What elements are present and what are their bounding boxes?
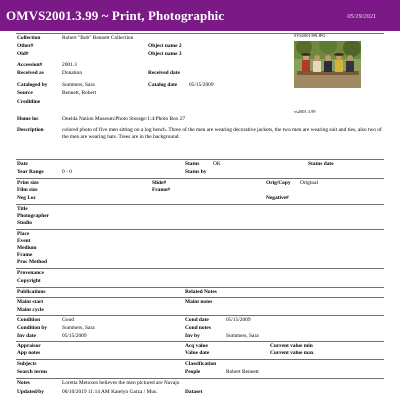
old-label: Old#: [17, 51, 29, 57]
divider: [16, 341, 384, 342]
maint-cycle-label: Maint cycle: [17, 307, 44, 313]
divider: [16, 268, 384, 269]
appraisor-label: Appraisor: [17, 343, 41, 349]
negative-label: Negative#: [266, 195, 289, 201]
source-label: Source: [17, 90, 33, 96]
status-date-label: Status date: [308, 161, 334, 167]
orig-copy-label: Orig/Copy: [266, 180, 291, 186]
condition-by-label: Condition by: [17, 325, 48, 331]
divider: [16, 297, 384, 298]
catalog-date-label: Catalog date: [148, 82, 178, 88]
inv-by-label: Inv by: [185, 333, 200, 339]
divider: [16, 178, 384, 179]
acq-value-label: Acq value: [185, 343, 208, 349]
accession-label: Accession#: [17, 62, 43, 68]
neg-loc-label: Neg Loc: [17, 195, 37, 201]
inv-by-value: Summers, Sara: [226, 333, 259, 339]
people-label: People: [185, 369, 201, 375]
home-loc-label: Home loc: [17, 116, 39, 122]
updated-by-label: Updated/by: [17, 389, 44, 395]
app-notes-label: App notes: [17, 350, 41, 356]
source-value: Bennett, Robert: [62, 90, 97, 96]
slide-label: Slide#: [152, 180, 167, 186]
current-value-min-label: Current value min: [270, 343, 313, 349]
current-value-max-label: Current value max: [270, 350, 314, 356]
date-label: Date: [17, 161, 28, 167]
people-value: Robert Bennett: [226, 369, 259, 375]
status-label: Status: [185, 161, 200, 167]
condition-value: Good: [62, 317, 74, 323]
inv-date-label: Inv date: [17, 333, 37, 339]
year-range-label: Year Range: [17, 169, 44, 175]
frame-label: Frame: [17, 252, 33, 258]
event-label: Event: [17, 238, 31, 244]
related-notes-label: Related Notes: [185, 289, 217, 295]
report-title: OMVS2001.3.99 ~ Print, Photographic: [6, 8, 225, 23]
object-name-2-label: Object name 2: [148, 43, 182, 49]
subjects-label: Subjects: [17, 361, 37, 367]
dataset-label: Dataset: [185, 389, 203, 395]
classification-label: Classification: [185, 361, 217, 367]
received-as-value: Donation: [62, 70, 83, 76]
print-size-label: Print size: [17, 180, 39, 186]
proc-method-label: Proc Method: [17, 259, 47, 265]
search-terms-label: Search terms: [17, 369, 48, 375]
medium-label: Medium: [17, 245, 37, 251]
collection-value: Robert "Bob" Bennett Collection: [62, 35, 134, 41]
divider: [16, 33, 384, 34]
divider: [16, 378, 384, 379]
title-label: Title: [17, 206, 28, 212]
notes-label: Notes: [17, 380, 30, 386]
catalog-date-value: 05/15/2009: [189, 82, 214, 88]
divider: [16, 159, 384, 160]
maint-notes-label: Maint notes: [185, 299, 213, 305]
object-name-3-label: Object name 3: [148, 51, 182, 57]
cond-date-label: Cond date: [185, 317, 209, 323]
cataloged-by-label: Cataloged by: [17, 82, 48, 88]
divider: [16, 204, 384, 205]
home-loc-value: Oneida Nation Museum:Photo Storage:1:4:Photo Box 27: [62, 116, 186, 122]
report-date: 05/19/2021: [347, 13, 376, 20]
received-as-label: Received as: [17, 70, 44, 76]
cataloged-by-value: Summers, Sara: [62, 82, 95, 88]
report-header: [0, 0, 400, 31]
description-label: Description: [17, 127, 44, 133]
divider: [16, 229, 384, 230]
condition-by-value: Summers, Sara: [62, 325, 95, 331]
publications-label: Publications: [17, 289, 46, 295]
object-photo: [294, 41, 361, 88]
studio-label: Studio: [17, 220, 32, 226]
provenance-label: Provenance: [17, 270, 44, 276]
year-range-value: 0 - 0: [62, 169, 72, 175]
divider: [16, 287, 384, 288]
frame-number-label: Frame#: [152, 187, 170, 193]
divider: [16, 359, 384, 360]
description-value: colored photo of five men sitting on a log bench. Three of the men are wearing decorative jackets, the two men are wearing suit and ties, also two of the men are wearing hats. Trees are in the background.: [62, 127, 382, 140]
place-label: Place: [17, 231, 30, 237]
film-size-label: Film size: [17, 187, 38, 193]
updated-by-value: 06/10/2019 11:14 AM Katelyn Garza / Mus.: [62, 389, 158, 395]
accession-value: 2001.3: [62, 62, 77, 68]
divider: [16, 315, 384, 316]
received-date-label: Received date: [148, 70, 180, 76]
cond-notes-label: Cond notes: [185, 325, 211, 331]
image-caption: vs2001.3.99: [294, 109, 316, 114]
copyright-label: Copyright: [17, 278, 41, 284]
notes-value: Loretta Metoxen believes the men pictured are Navajo: [62, 380, 180, 386]
orig-copy-value: Original: [300, 180, 318, 186]
inv-date-value: 05/15/2009: [62, 333, 87, 339]
status-value: OK: [213, 161, 221, 167]
image-filename: 0VS2001399.JPG: [294, 33, 326, 38]
cond-date-value: 05/15/2009: [226, 317, 251, 323]
photographer-label: Photographer: [17, 213, 50, 219]
condition-label: Condition: [17, 317, 41, 323]
other-label: Other#: [17, 43, 34, 49]
value-date-label: Value date: [185, 350, 210, 356]
maint-start-label: Maint start: [17, 299, 44, 305]
status-by-label: Status by: [185, 169, 207, 175]
creditline-label: Creditline: [17, 99, 41, 105]
collection-label: Collection: [17, 35, 41, 41]
